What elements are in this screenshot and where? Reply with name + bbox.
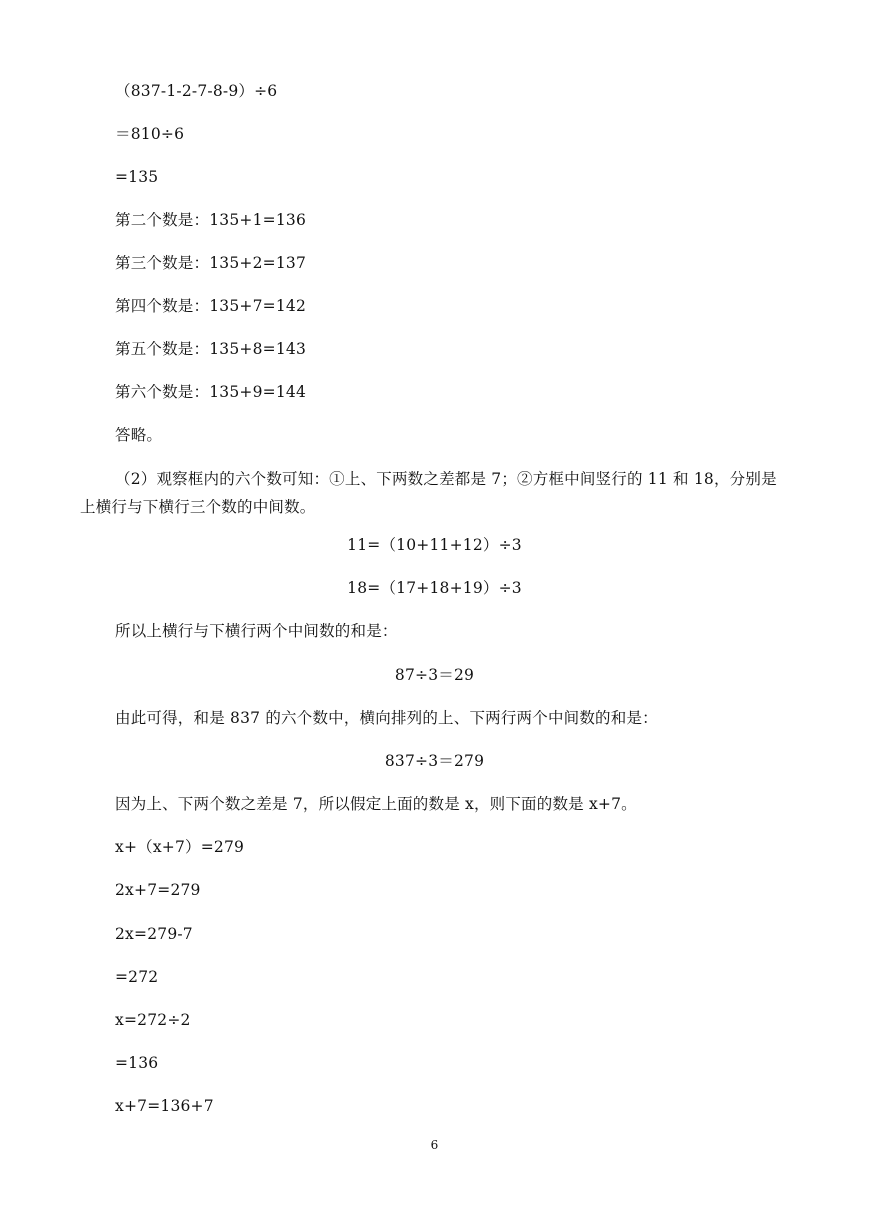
centered-equation: 87÷3＝29 xyxy=(394,666,475,684)
equation-line: ＝810÷6 xyxy=(115,125,185,143)
text-line: 第二个数是：135+1=136 xyxy=(115,211,307,229)
text-line: 第六个数是：135+9=144 xyxy=(115,383,307,401)
paragraph: （2）观察框内的六个数可知：①上、下两数之差都是 7；②方框中间竖行的 11 和 18，分别是上横行与下横行三个数的中间数。 xyxy=(80,470,777,516)
equation-line: 2x+7=279 xyxy=(115,881,201,899)
centered-equation: 11=（10+11+12）÷3 xyxy=(347,536,522,554)
text-line: 所以上横行与下横行两个中间数的和是： xyxy=(115,622,398,640)
page-number: 6 xyxy=(430,1138,439,1152)
text-line: 第五个数是：135+8=143 xyxy=(115,340,307,358)
centered-equation: 837÷3＝279 xyxy=(384,752,485,770)
equation-line: =135 xyxy=(115,168,159,186)
equation-line: x+7=136+7 xyxy=(115,1097,214,1115)
text-line: 因为上、下两个数之差是 7，所以假定上面的数是 x，则下面的数是 x+7。 xyxy=(115,795,637,813)
text-line: 第三个数是：135+2=137 xyxy=(115,254,307,272)
equation-line: x+（x+7）=279 xyxy=(115,838,245,856)
equation-line: =272 xyxy=(115,968,159,986)
text-line: 第四个数是：135+7=142 xyxy=(115,297,307,315)
equation-line: 2x=279-7 xyxy=(115,925,193,943)
centered-equation: 18=（17+18+19）÷3 xyxy=(347,579,522,597)
equation-line: （837-1-2-7-8-9）÷6 xyxy=(115,82,278,100)
equation-line: =136 xyxy=(115,1054,159,1072)
text-line: 由此可得，和是 837 的六个数中，横向排列的上、下两行两个中间数的和是： xyxy=(115,709,658,727)
equation-line: x=272÷2 xyxy=(115,1011,191,1029)
answer-line: 答略。 xyxy=(115,426,163,444)
